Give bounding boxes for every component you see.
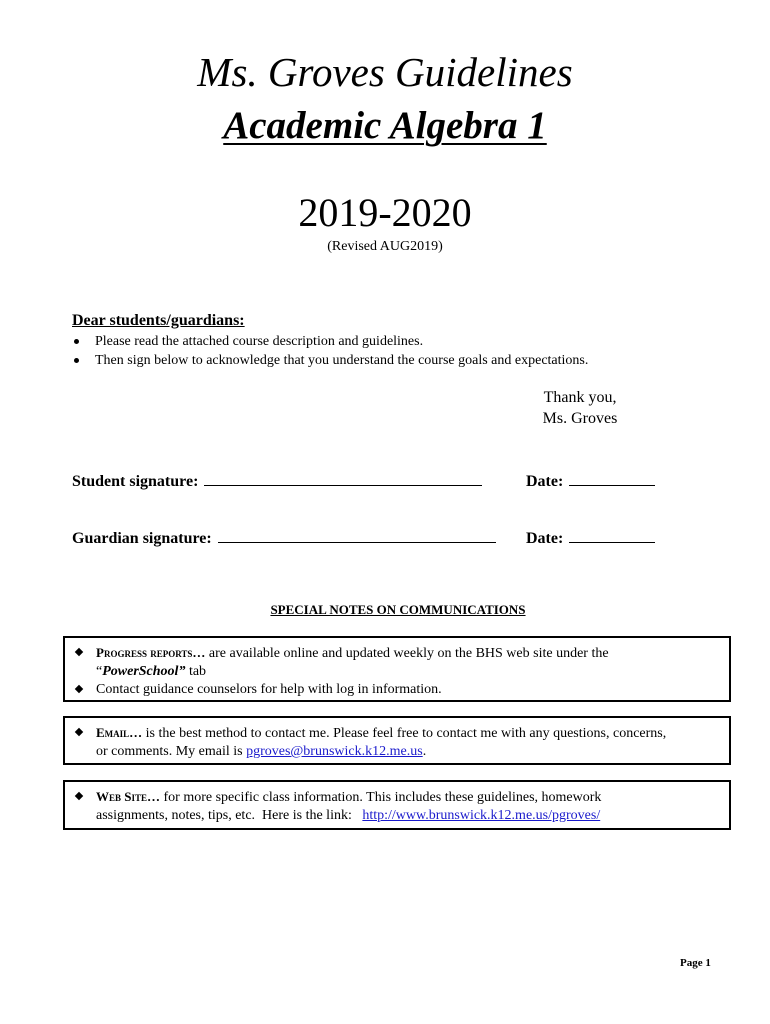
diamond-bullet-icon bbox=[75, 648, 83, 656]
student-signature-field[interactable]: Student signature: bbox=[72, 471, 482, 492]
bullet-icon bbox=[74, 358, 79, 363]
website-link[interactable]: http://www.brunswick.k12.me.us/pgroves/ bbox=[362, 808, 601, 823]
student-date-blank[interactable] bbox=[569, 471, 655, 486]
guardian-date-blank[interactable] bbox=[569, 528, 655, 543]
website-box bbox=[63, 780, 731, 830]
email-box bbox=[63, 716, 731, 765]
revision-note: (Revised AUG2019) bbox=[327, 239, 443, 254]
diamond-bullet-icon bbox=[75, 685, 83, 693]
diamond-bullet-icon bbox=[75, 728, 83, 736]
list-item: Web Site… for more specific class information. This includes these guidelines, homework assignments, notes, tips, etc. Here is the link: http://www.brunswick.k12.me.us/pgroves/ bbox=[73, 788, 723, 825]
list-item: Progress reports… are available online and updated weekly on the BHS web site under the “PowerSchool” tab bbox=[73, 644, 723, 681]
list-item: Then sign below to acknowledge that you understand the course goals and expectations. bbox=[72, 351, 588, 370]
page-number: Page 1 bbox=[680, 957, 711, 969]
student-date-field[interactable]: Date: bbox=[526, 471, 655, 492]
notes-heading: SPECIAL NOTES ON COMMUNICATIONS bbox=[270, 602, 526, 617]
course-title: Academic Algebra 1 bbox=[223, 104, 547, 147]
progress-reports-box bbox=[63, 636, 731, 702]
bullet-icon bbox=[74, 339, 79, 344]
diamond-bullet-icon bbox=[75, 792, 83, 800]
guardian-signature-blank[interactable] bbox=[218, 528, 496, 543]
list-item: Email… is the best method to contact me. Please feel free to contact me with any questions, concerns, or comments. My email is pgroves@brunswick.k12.me.us. bbox=[73, 724, 723, 761]
document-title: Ms. Groves Guidelines bbox=[197, 49, 573, 95]
instruction-list bbox=[72, 332, 588, 370]
list-item: Please read the attached course description and guidelines. bbox=[72, 332, 588, 351]
greeting-heading: Dear students/guardians: bbox=[72, 312, 245, 329]
closing: Thank you, Ms. Groves bbox=[542, 389, 618, 427]
student-signature-blank[interactable] bbox=[204, 471, 482, 486]
guardian-date-field[interactable]: Date: bbox=[526, 528, 655, 549]
email-link[interactable]: pgroves@brunswick.k12.me.us bbox=[246, 744, 423, 759]
list-item: Contact guidance counselors for help with log in information. bbox=[73, 681, 723, 699]
school-year: 2019-2020 bbox=[298, 190, 472, 235]
guardian-signature-field[interactable]: Guardian signature: bbox=[72, 528, 496, 549]
